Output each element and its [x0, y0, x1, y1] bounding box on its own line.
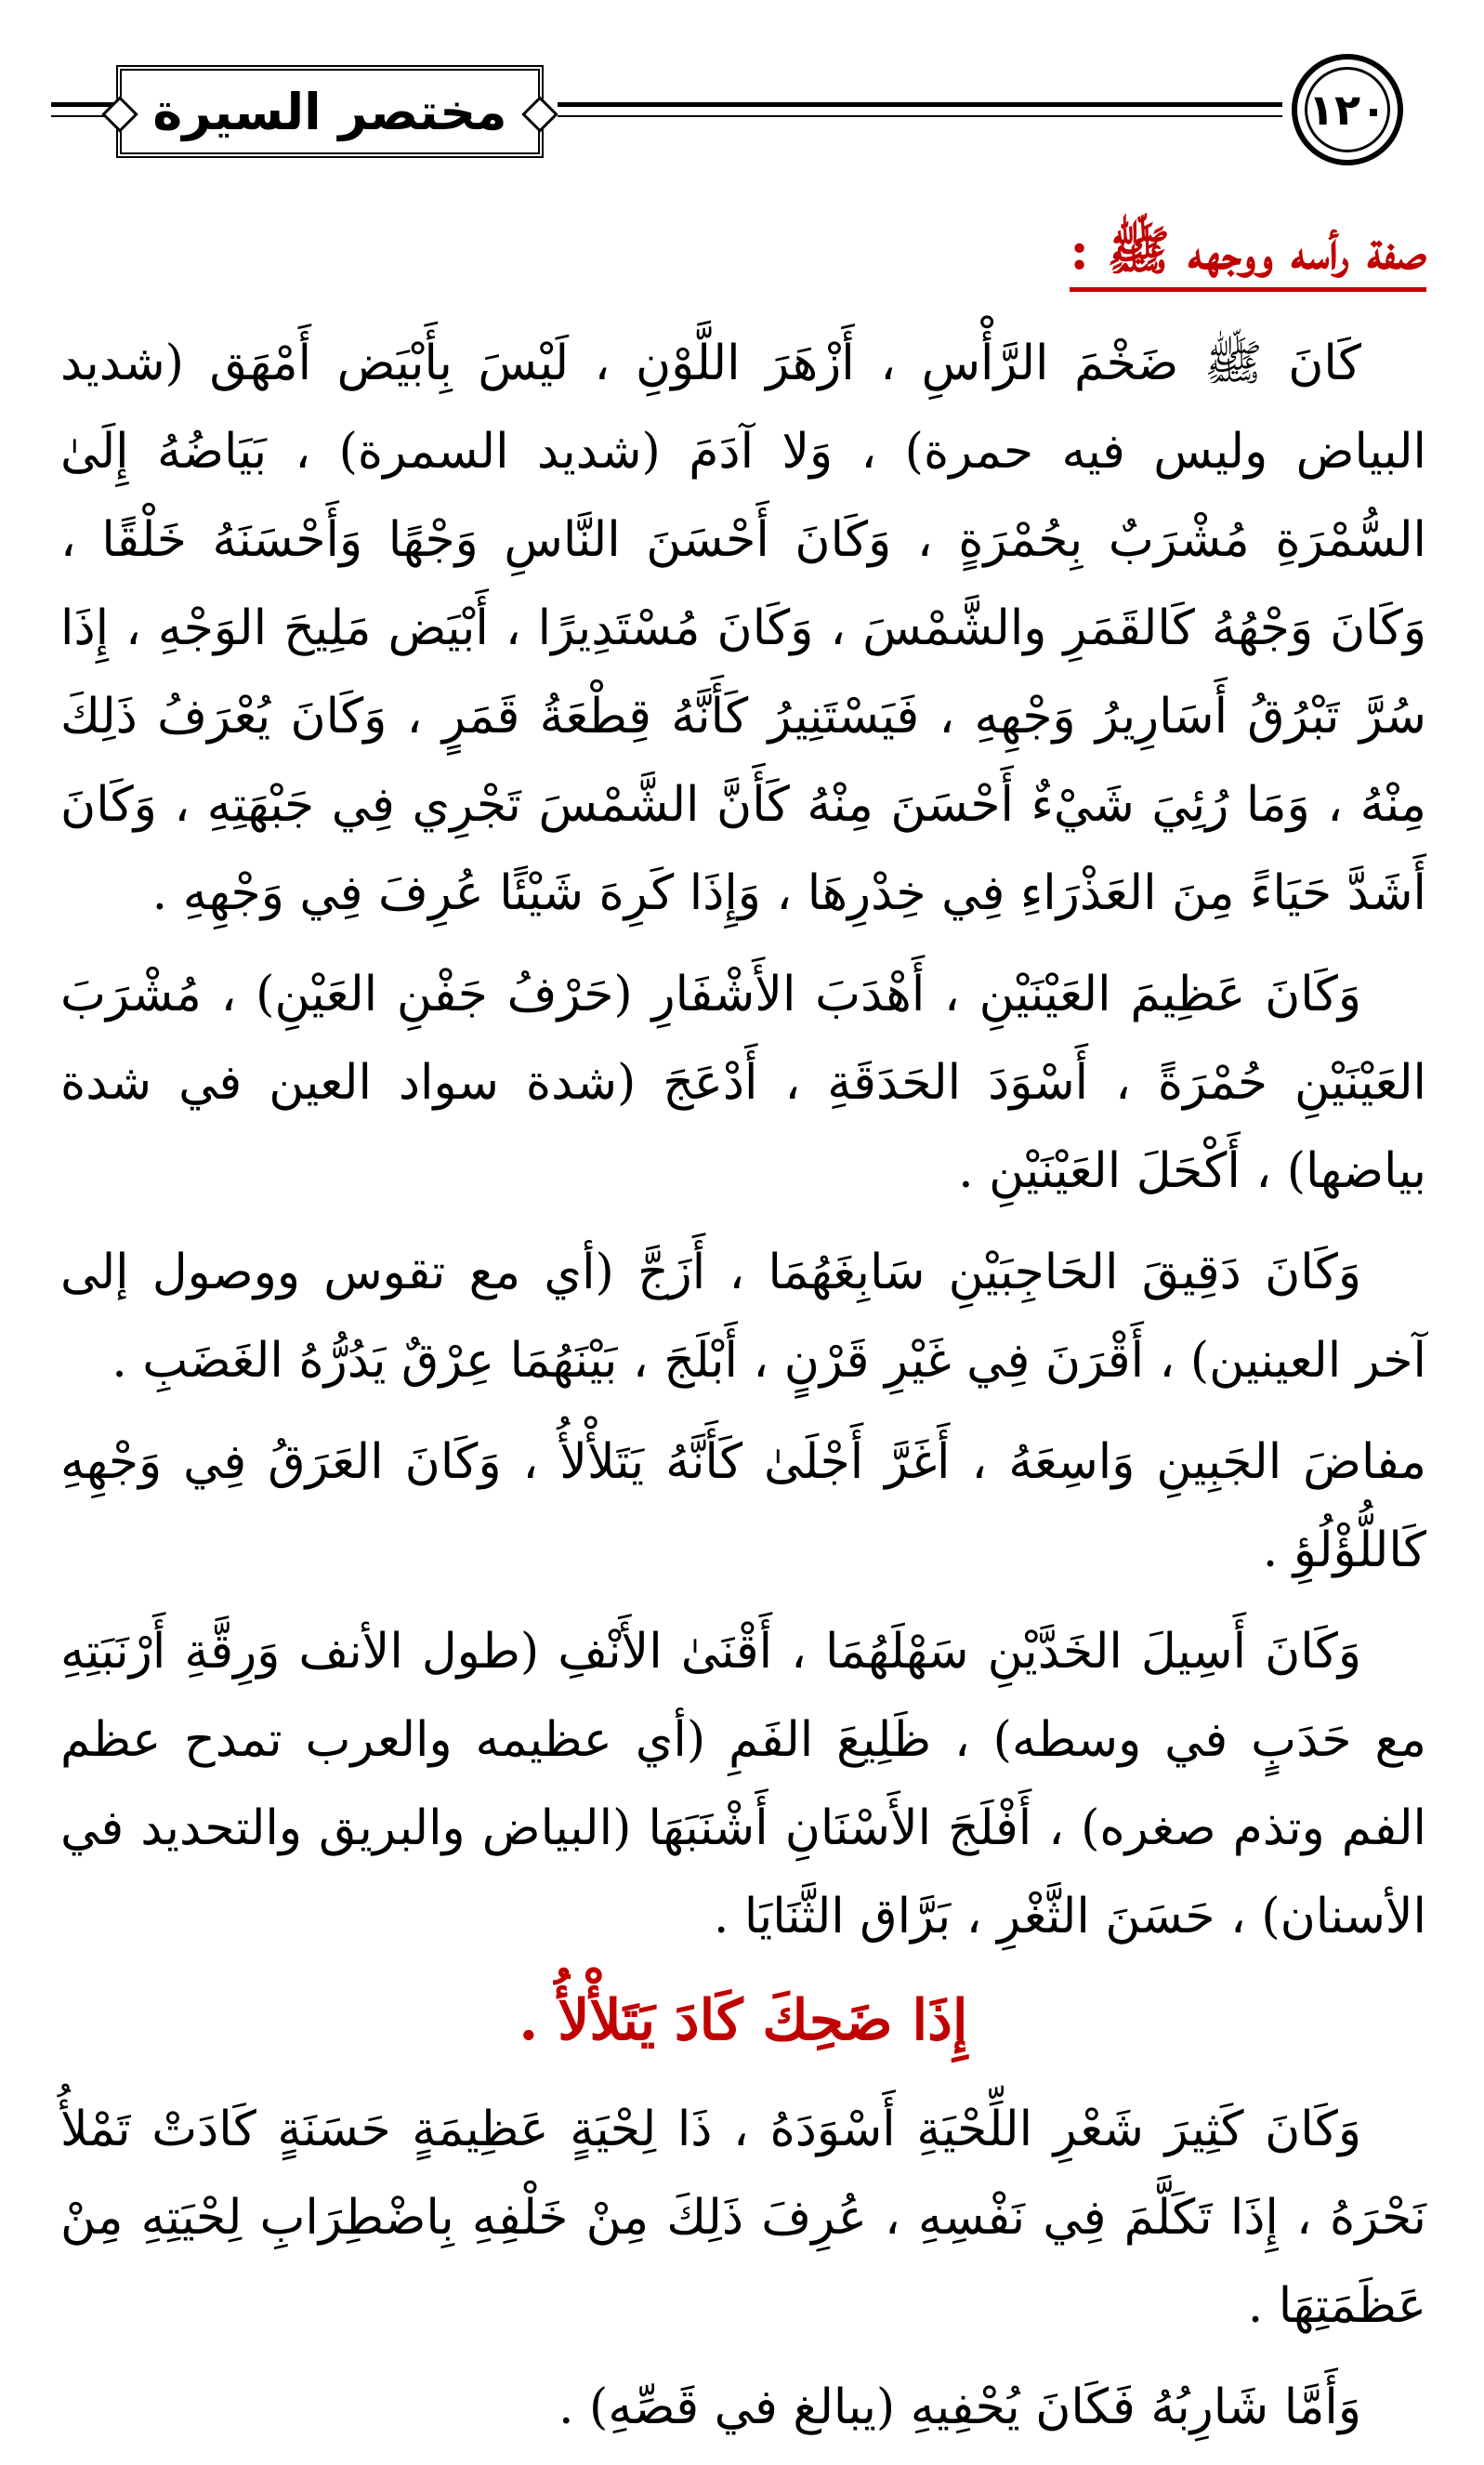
paragraph-forehead: مفاضَ الجَبِينِ وَاسِعَهُ ، أَغَرَّ أَجْلَىٰ كَأَنَّهُ يَتَلأْلأُ ، وَكَانَ العَرَقُ فِي وَجْهِهِ كَاللُّؤْلُؤِ . — [60, 1434, 1426, 1578]
page-number-badge — [1292, 54, 1403, 165]
page-content — [60, 218, 1426, 2465]
center-heading: إِذَا ضَحِكَ كَادَ يَتَلأْلأُ . — [519, 1988, 968, 2053]
section-heading: صفة رأسه ووجهه ﷺ : — [1070, 218, 1426, 292]
header-rule-middle — [558, 102, 1282, 107]
paragraph-eyebrows: وَكَانَ دَقِيقَ الحَاجِبَيْنِ سَابِغَهُمَا ، أَزَجَّ (أي مع تقوس ووصول إلى آخر العينين) ، أَقْرَنَ فِي غَيْرِ قَرْنٍ ، أَبْلَجَ ، بَيْنَهُمَا عِرْقٌ يَدُرُّهُ الغَضَبِ . — [60, 1245, 1426, 1389]
paragraph-cheeks-nose-mouth: وَكَانَ أَسِيلَ الخَدَّيْنِ سَهْلَهُمَا ، أَقْنَىٰ الأَنْفِ (طول الأنف وَرِقَّةِ أَرْنَبَتِهِ مع حَدَبٍ في وسطه) ، ظَلِيعَ الفَمِ (أي عظيمه والعرب تمدح عظم الفم وتذم صغره) ، أَفْلَجَ الأَسْنَانِ أَشْنَبَهَا (البياض والبريق والتحديد في الأسنان) ، حَسَنَ الثَّغْرِ ، بَرَّاق الثَّنَايَا . — [60, 1624, 1426, 1944]
running-title-frame — [116, 65, 544, 158]
paragraph-face: كَانَ ﷺ ضَخْمَ الرَّأْسِ ، أَزْهَرَ اللَّوْنِ ، لَيْسَ بِأَبْيَض أَمْهَق (شديد البياض وليس فيه حمرة) ، وَلا آدَمَ (شديد السمرة) ، بَيَاضُهُ إِلَىٰ السُّمْرَةِ مُشْرَبٌ بِحُمْرَةٍ ، وَكَانَ أَحْسَنَ النَّاسِ وَجْهًا وَأَحْسَنَهُ خَلْقًا ، وَكَانَ وَجْهُهُ كَالقَمَرِ والشَّمْسَ ، وَكَانَ مُسْتَدِيرًا ، أَبْيَض مَلِيحَ الوَجْهِ ، إِذَا سُرَّ تَبْرُقُ أَسَارِيرُ وَجْهِهِ ، فَيَسْتَنِيرُ كَأَنَّهُ قِطْعَةُ قَمَرٍ ، وَكَانَ يُعْرَفُ ذَلِكَ مِنْهُ ، وَمَا رُئِيَ شَيْءٌ أَحْسَنَ مِنْهُ كَأَنَّ الشَّمْسَ تَجْرِي فِي جَبْهَتِهِ ، وَكَانَ أَشَدَّ حَيَاءً مِنَ العَذْرَاءِ فِي خِدْرِهَا ، وَإِذَا كَرِهَ شَيْئًا عُرِفَ فِي وَجْهِهِ . — [60, 336, 1426, 921]
header-rule-left — [51, 102, 116, 107]
page-header — [51, 46, 1431, 186]
paragraph-mustache: وَأَمَّا شَارِبُهُ فَكَانَ يُحْفِيهِ (يبالغ في قَصِّهِ) . — [558, 2379, 1361, 2435]
paragraph-eyes: وَكَانَ عَظِيمَ العَيْنَيْنِ ، أَهْدَبَ الأَشْفَارِ (حَرْفُ جَفْنِ العَيْنِ) ، مُشْرَبَ العَيْنَيْنِ حُمْرَةً ، أَسْوَدَ الحَدَقَةِ ، أَدْعَجَ (شدة سواد العين في شدة بياضها) ، أَكْحَلَ العَيْنَيْنِ . — [60, 967, 1426, 1199]
header-rule-middle-thin — [558, 115, 1282, 117]
running-title: مختصر السيرة — [152, 82, 507, 141]
paragraph-beard: وَكَانَ كَثِيرَ شَعْرِ اللِّحْيَةِ أَسْوَدَهُ ، ذَا لِحْيَةٍ عَظِيمَةٍ حَسَنَةٍ كَادَتْ تَمْلأُ نَحْرَهُ ، إِذَا تَكَلَّمَ فِي نَفْسِهِ ، عُرِفَ ذَلِكَ مِنْ خَلْفِهِ بِاضْطِرَابِ لِحْيَتِهِ مِنْ عَظَمَتِهَا . — [60, 2102, 1426, 2334]
page-number: ١٢٠ — [1307, 85, 1387, 135]
page-number-inner-ring — [1305, 67, 1390, 152]
